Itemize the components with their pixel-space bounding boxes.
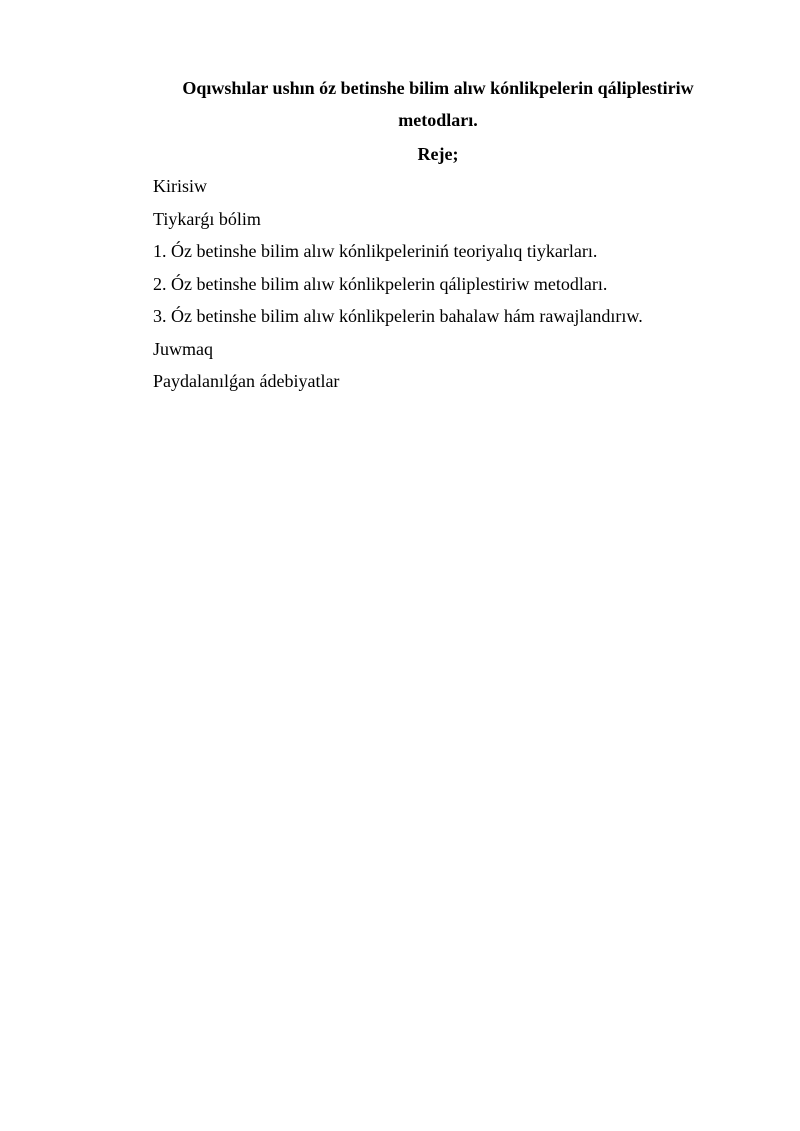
plan-item-section-1: 1. Óz betinshe bilim alıw kónlikpeleriniń teoriyalıq tiykarları. bbox=[153, 241, 598, 261]
plan-item-references: Paydalanılǵan ádebiyatlar bbox=[153, 371, 340, 391]
plan-heading: Reje; bbox=[417, 144, 459, 164]
plan-item-introduction: Kirisiw bbox=[153, 176, 207, 196]
plan-item-main-part: Tiykarǵı bólim bbox=[153, 208, 261, 229]
plan-item-section-2: 2. Óz betinshe bilim alıw kónlikpelerin qáliplestiriw metodları. bbox=[153, 273, 608, 294]
document-title-line-2: metodları. bbox=[398, 110, 478, 130]
plan-item-conclusion: Juwmaq bbox=[153, 338, 213, 359]
plan-item-section-3: 3. Óz betinshe bilim alıw kónlikpelerin bahalaw hám rawajlandırıw. bbox=[153, 306, 643, 326]
document-title bbox=[120, 72, 756, 136]
document-title-line-1: Oqıwshılar ushın óz betinshe bilim alıw kónlikpelerin qáliplestiriw bbox=[182, 78, 694, 98]
plan-list bbox=[153, 170, 773, 398]
